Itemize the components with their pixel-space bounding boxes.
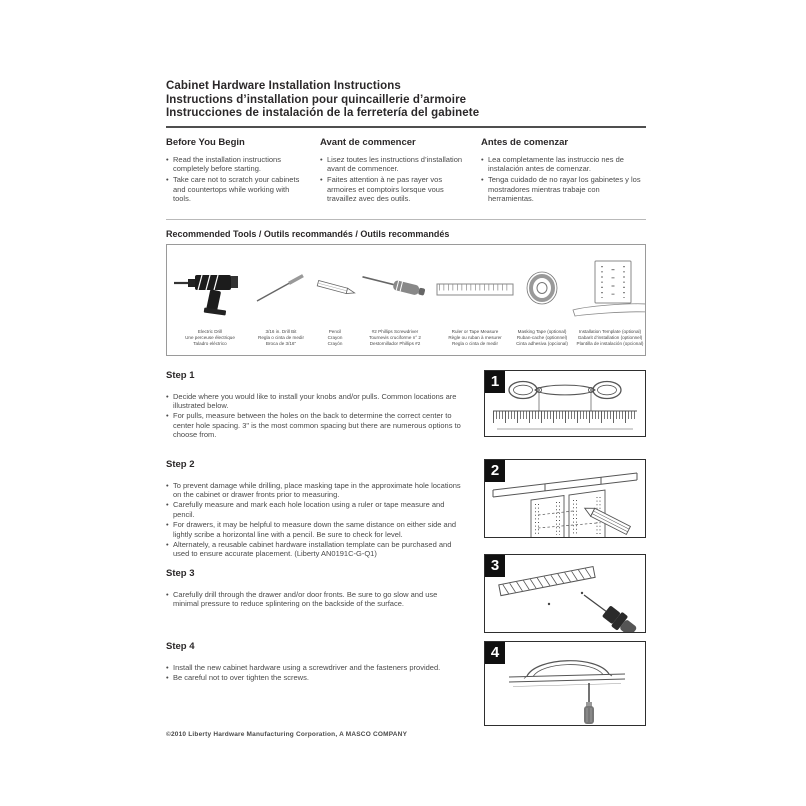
step-4-list (166, 663, 461, 683)
step-2-text (166, 459, 471, 560)
figure-4-badge: 4 (485, 642, 505, 664)
bullet: • Alternately, a reusable cabinet hardware installation template can be purchased and used to ensure accurate placement. (Liberty AN0191C-G-Q1) (166, 540, 461, 559)
bullet: • Tenga cuidado de no rayar los gabinetes y los mostradores mientras trabaje con herramientas. (481, 175, 646, 203)
phillips-screwdriver-icon (357, 251, 433, 329)
electric-drill-icon (171, 251, 249, 329)
tool-installation-template (567, 251, 646, 347)
step-3-list (166, 590, 461, 609)
bullet: • For drawers, it may be helpful to measure down the same distance on either side and lightly scribe a horizontal line with a pencil. Be sure to check for level. (166, 520, 461, 539)
step-4-heading: Step 4 (166, 640, 195, 652)
step-1-text (166, 370, 471, 441)
figure-3-drilling-diagram (484, 554, 646, 633)
title-divider (166, 126, 646, 128)
before-heading-es: Antes de comenzar (481, 136, 569, 148)
bullet: • Lisez toutes les instructions d’installation avant de commencer. (320, 155, 467, 174)
figure-1-badge: 1 (485, 371, 505, 393)
bullet: • Lea completamente las instruccio nes de instalación antes de comenzar. (481, 155, 646, 174)
tool-caption: Electric Drill Une perceuse électrique Taladro eléctrico (185, 328, 235, 346)
pull-over-ruler-illustration (485, 371, 645, 436)
before-column-en (166, 137, 320, 206)
tool-caption: Ruler or Tape Measure Règle ou ruban à mesurer Regla o cinta de medir (448, 328, 502, 346)
bullet: • Install the new cabinet hardware using a screwdriver and the fasteners provided. (166, 663, 461, 672)
figure-4-install-diagram (484, 641, 646, 726)
step-1-heading: Step 1 (166, 369, 195, 381)
step-1-row (166, 370, 646, 441)
step-2-list (166, 481, 461, 559)
bullet: • Read the installation instructions completely before starting. (166, 155, 306, 174)
bullet: • Be careful not to over tighten the screws. (166, 673, 461, 682)
bullet: • Carefully drill through the drawer and/or door fronts. Be sure to go slow and use minimal pressure to reduce splintering on the backside of the surface. (166, 590, 461, 609)
step-4-row (166, 641, 646, 726)
figure-2-badge: 2 (485, 460, 505, 482)
step-2-row (166, 459, 646, 560)
bullet: • Decide where you would like to install your knobs and/or pulls. Common locations are illustrated below. (166, 392, 461, 411)
ruler-icon (433, 251, 517, 329)
step-3-row (166, 557, 646, 633)
instruction-sheet (166, 80, 646, 738)
tool-caption: Installation Template (optional) Gabarit d’installation (optionnel) Plantilla de instalación (opcional) (576, 328, 644, 346)
tool-ruler (433, 251, 517, 347)
title-line-es: Instrucciones de instalación de la ferretería del gabinete (166, 107, 480, 119)
before-column-es (481, 137, 646, 206)
bullet: • Faites attention à ne pas rayer vos armoires et comptoirs lorsque vous travaillez avec des outils. (320, 175, 467, 203)
before-list-fr (320, 155, 467, 204)
bullet: • Carefully measure and mark each hole location using a ruler or tape measure and pencil. (166, 500, 461, 519)
copyright-footer: ©2010 Liberty Hardware Manufacturing Corporation, A MASCO COMPANY (166, 730, 408, 738)
before-heading-fr: Avant de commencer (320, 136, 416, 148)
screwdriver-install-illustration (485, 642, 645, 725)
masking-tape-icon (517, 251, 567, 329)
before-heading-en: Before You Begin (166, 136, 245, 148)
cabinet-marking-illustration (485, 460, 645, 537)
bullet: • For pulls, measure between the holes on the back to determine the correct center to center hole spacing. 3" is the most common spacing but there are numerous options to choose from. (166, 411, 461, 439)
figure-2-marking-diagram (484, 459, 646, 538)
before-list-en (166, 155, 306, 204)
step-2-heading: Step 2 (166, 458, 195, 470)
drill-through-tape-illustration (485, 555, 645, 632)
section-divider (166, 219, 646, 220)
before-column-fr (320, 137, 481, 206)
recommended-tools-box (166, 244, 646, 356)
title-line-fr: Instructions d’installation pour quincaillerie d’armoire (166, 93, 467, 106)
figure-1-pull-measure-diagram (484, 370, 646, 437)
drill-bit-icon (249, 251, 313, 329)
tool-caption: Pencil Crayon Crayón (327, 328, 343, 346)
bullet: • Take care not to scratch your cabinets and countertops while working with tools. (166, 175, 306, 203)
before-list-es (481, 155, 646, 204)
tool-caption: #2 Phillips Screwdriver Tournevis cruciforme n° 2 Destornillador Phillips #2 (369, 328, 421, 346)
title-line-en: Cabinet Hardware Installation Instructions (166, 80, 401, 92)
before-you-begin-section (166, 137, 646, 206)
tools-heading: Recommended Tools / Outils recommandés / Outils recommandés (166, 228, 450, 239)
bullet: • To prevent damage while drilling, place masking tape in the approximate hole locations on the cabinet or drawer fronts prior to measuring. (166, 481, 461, 500)
tool-drill-bit (249, 251, 313, 347)
step-1-list (166, 392, 461, 440)
tool-screwdriver (357, 251, 433, 347)
tool-masking-tape (517, 251, 567, 347)
figure-3-badge: 3 (485, 555, 505, 577)
tool-pencil (313, 251, 357, 347)
tool-electric-drill (171, 251, 249, 347)
page-title (166, 80, 646, 121)
tool-caption: 3/16 in. Drill Bit Regla o cinta de medir Broca de 3/16" (258, 328, 304, 346)
step-3-text (166, 568, 471, 610)
installation-template-icon (567, 251, 646, 329)
step-4-text (166, 641, 471, 684)
pencil-icon (313, 251, 357, 329)
tool-caption: Masking Tape (optional) Ruban-cache (optionnel) Cinta adhesiva (opcional) (516, 328, 568, 346)
step-3-heading: Step 3 (166, 567, 195, 579)
